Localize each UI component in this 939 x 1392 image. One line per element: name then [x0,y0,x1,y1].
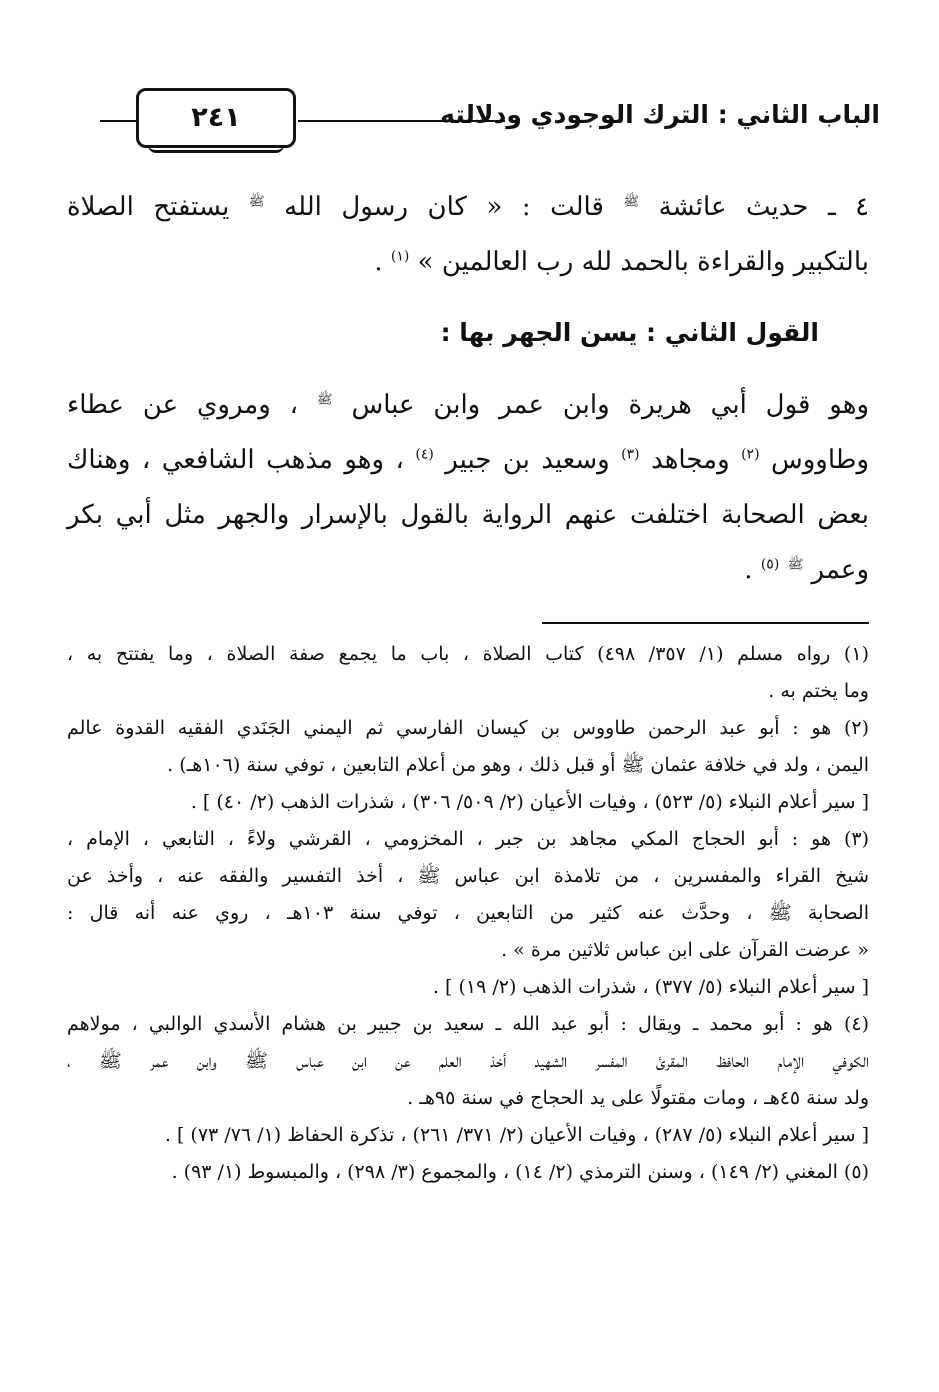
section-paragraph [67,378,869,598]
paragraph-line-1: وهو قول أبي هريرة وابن عمر وابن عباس $^ﷺ$ ، ومروي عن عطاء [67,390,869,420]
footnote-ref-5: (٥) [760,556,780,573]
honorific-mark: ﷺ [787,557,804,573]
header-rule [298,120,505,122]
footnotes [67,636,869,1191]
paragraph-line-2: وطاووس $^{(٢)}$ ومجاهد $^{(٣)}$ وسعيد بن جبير $^{(٤)}$ ، وهو مذهب الشافعي ، وهناك [67,445,870,475]
footnote-1-cont: وما يختم به . [768,680,869,702]
header-rule-left [100,120,136,122]
footnote-4-source: [ سير أعلام النبلاء (٥/ ٢٨٧) ، وفيات الأعيان (٢/ ٣٧١/ ٢٦١) ، تذكرة الحفاظ (١/ ٧٦/ ٧٣) ] . [164,1124,869,1146]
paragraph-line-3: بعض الصحابة اختلفت عنهم الرواية بالقول بالإسرار والجهر مثل أبي بكر [67,500,869,530]
honorific-mark: ﷺ [248,194,265,210]
footnote-2-source: [ سير أعلام النبلاء (٥/ ٥٢٣) ، وفيات الأعيان (٢/ ٥٠٩/ ٣٠٦) ، شذرات الذهب (٢/ ٤٠) ] . [190,791,869,813]
footnote-ref-4: (٤) [415,446,434,463]
page-header [100,88,880,148]
honorific-mark: ﷺ [623,194,640,210]
footnote-3: (٣) هو : أبو الحجاج المكي مجاهد بن جبر ، المخزومي ، القرشي ولاءً ، التابعي ، الإمام ، [67,828,869,850]
footnote-5: (٥) المغني (٢/ ١٤٩) ، وسنن الترمذي (٢/ ١٤) ، والمجموع (٣/ ٢٩٨) ، والمبسوط (١/ ٩٣) . [171,1161,869,1183]
footnote-2: (٢) هو : أبو عبد الرحمن طاووس بن كيسان الفارسي ثم اليمني الجَنَدي الفقيه القدوة عالم [67,717,869,739]
footnote-divider [542,622,869,624]
footnote-3-cont: الصحابة ﷺ ، وحدَّث عنه كثير من التابعين ، توفي سنة ١٠٣هـ ، روي عنه أنه قال : [67,902,869,924]
footnote-3-cont: شيخ القراء والمفسرين ، من تلامذة ابن عباس ﷺ ، أخذ التفسير والفقه عنه ، وأخذ عن [67,865,869,887]
chapter-title: الباب الثاني : الترك الوجودي ودلالته [440,100,880,129]
page-number: ٢٤١ [191,102,241,133]
footnote-3-source: [ سير أعلام النبلاء (٥/ ٣٧٧) ، شذرات الذهب (٢/ ١٩) ] . [432,976,869,998]
hadith-line-1: ٤ ـ حديث عائشة $^ﷺ$ قالت : « كان رسول الله $^ﷺ$ يستفتح الصلاة [67,192,870,222]
footnote-ref-2: (٢) [741,446,760,463]
footnote-ref-3: (٣) [621,446,640,463]
footnote-3-quote: « عرضت القرآن على ابن عباس ثلاثين مرة » . [501,939,869,961]
footnote-4-cont: الكوفي الإمام الحافظ المقرئ المفسر الشهيد أخذ العلم عن ابن عباس ﷺ وابن عمر ﷺ ، [67,1050,870,1072]
footnote-4: (٤) هو : أبو محمد ـ ويقال : أبو عبد الله ـ سعيد بن جبير بن هشام الأسدي الوالبي ، مولاهم [67,1013,869,1035]
hadith-paragraph [67,180,869,290]
footnote-2-cont: اليمن ، ولد في خلافة عثمان ﷺ أو قبل ذلك ، وهو من أعلام التابعين ، توفي سنة (١٠٦هـ) . [167,754,869,776]
paragraph-line-4: وعمر $^ﷺ$ $^{(٥)}$ . [744,555,869,585]
footnote-1: (١) رواه مسلم (١/ ٣٥٧/ ٤٩٨) كتاب الصلاة ، باب ما يجمع صفة الصلاة ، وما يفتتح به ، [67,643,869,665]
page-number-frame [136,88,296,148]
footnote-4-cont: ولد سنة ٤٥هـ ، ومات مقتولًا على يد الحجاج في سنة ٩٥هـ . [407,1087,869,1109]
hadith-line-2: بالتكبير والقراءة بالحمد لله رب العالمين » $^{(١)}$ . [374,247,869,277]
section-heading: القول الثاني : يسن الجهر بها : [440,318,819,347]
honorific-mark: ﷺ [316,392,333,408]
footnote-ref-1: (١) [390,248,410,265]
